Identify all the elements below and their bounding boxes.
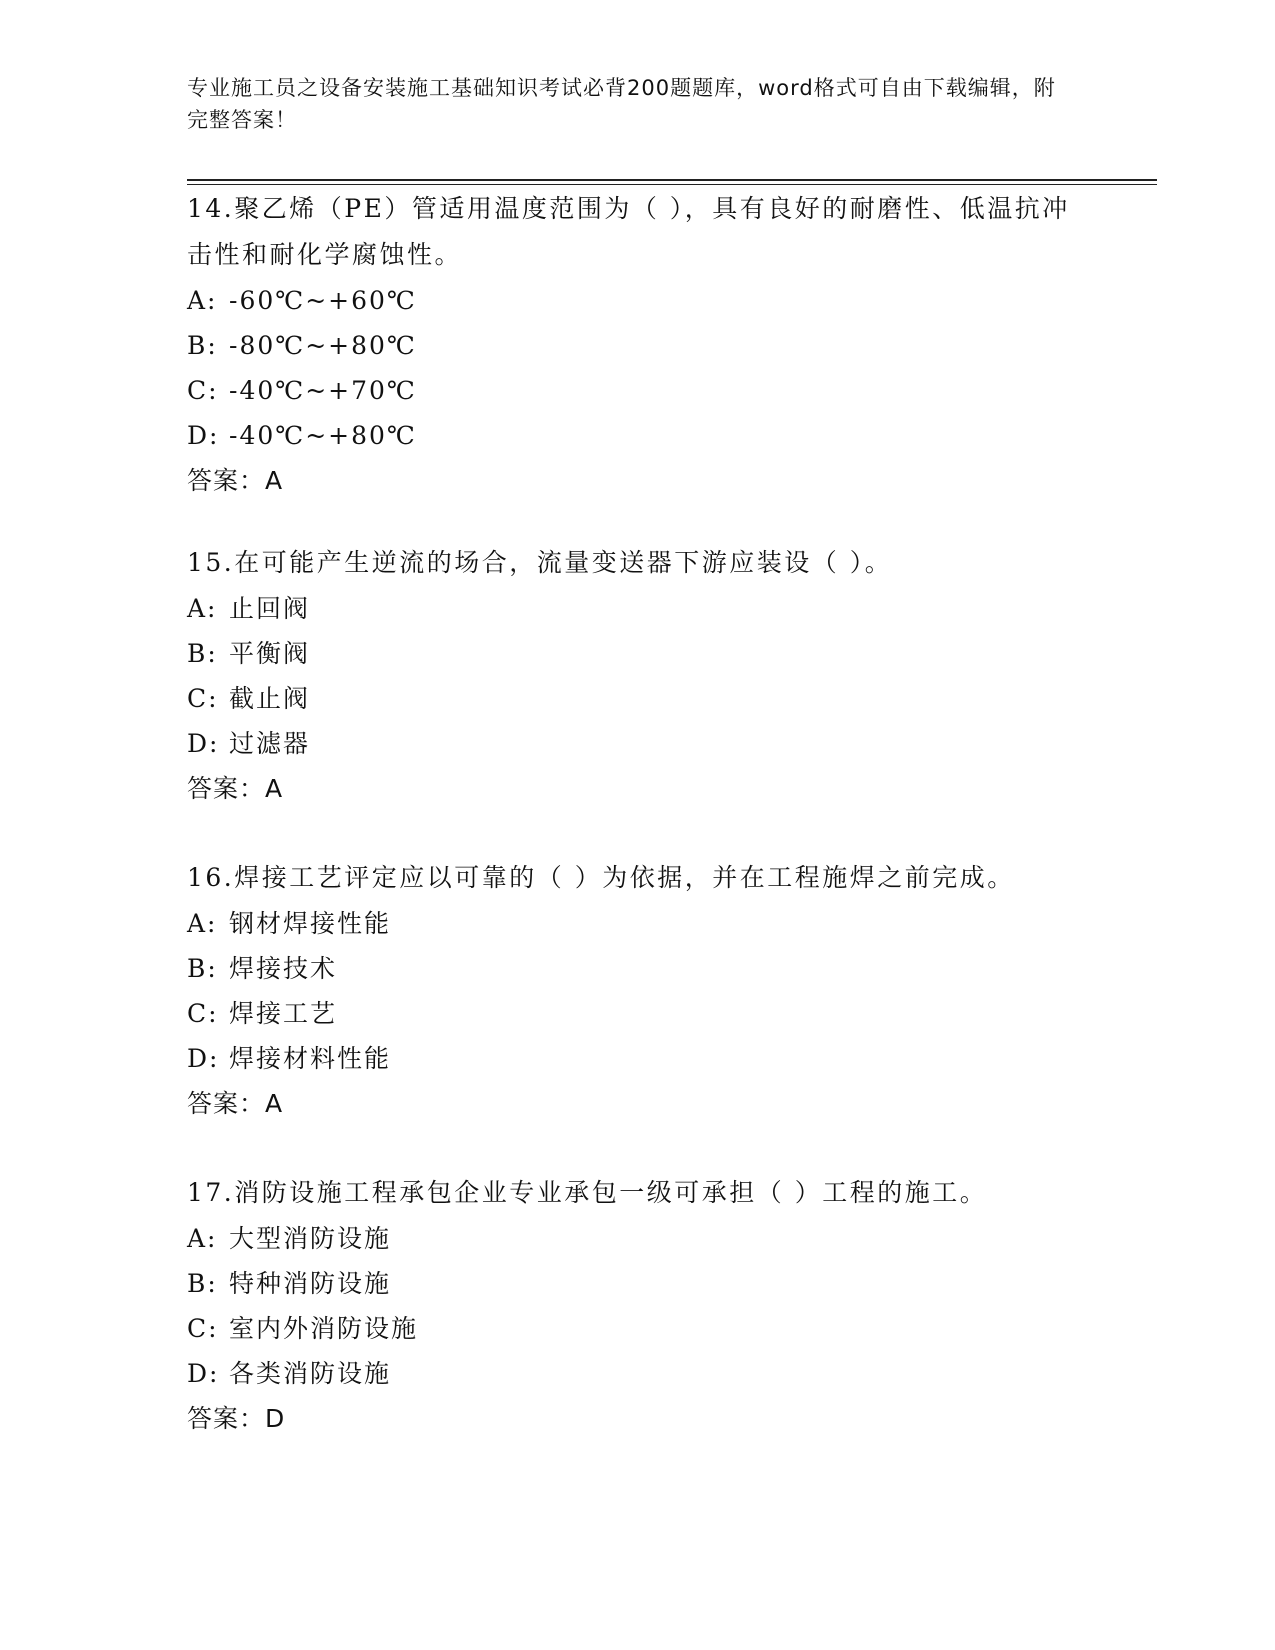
option-letter: B: [187,331,218,360]
option-letter: C: [187,1314,219,1343]
option-text: 钢材焊接性能 [229,909,392,938]
question-15 [187,540,1087,811]
option-letter: D: [187,1359,220,1388]
option-d [187,1351,1087,1396]
option-text: -40℃~+70℃ [229,376,417,405]
option-letter: A: [187,286,218,315]
option-d [187,721,1087,766]
option-a [187,586,1087,631]
option-text: -80℃~+80℃ [229,331,417,360]
option-letter: D: [187,421,220,450]
option-letter: C: [187,999,219,1028]
question-14 [187,186,1087,503]
option-letter: B: [187,1269,218,1298]
option-text: 平衡阀 [229,639,311,668]
option-b [187,323,1087,368]
option-c [187,991,1087,1036]
question-stem: 16.焊接工艺评定应以可靠的（ ）为依据，并在工程施焊之前完成。 [187,863,1015,892]
option-b [187,1261,1087,1306]
option-text: 截止阀 [229,684,311,713]
option-c [187,1306,1087,1351]
option-a [187,278,1087,323]
option-text: 焊接工艺 [229,999,338,1028]
answer-label: 答案：D [187,1404,286,1433]
option-letter: D: [187,729,220,758]
option-d [187,413,1087,458]
option-letter: A: [187,909,218,938]
option-text: 各类消防设施 [229,1359,392,1388]
question-stem: 17.消防设施工程承包企业专业承包一级可承担（ ）工程的施工。 [187,1178,988,1207]
answer-label: 答案：A [187,466,284,495]
option-text: 焊接技术 [229,954,338,983]
option-text: -40℃~+80℃ [229,421,417,450]
option-d [187,1036,1087,1081]
header-divider-thin [187,184,1157,185]
option-a [187,1216,1087,1261]
question-stem: 15.在可能产生逆流的场合，流量变送器下游应装设（ ）。 [187,548,893,577]
option-text: 止回阀 [229,594,311,623]
option-b [187,631,1087,676]
question-stem: 14.聚乙烯（PE）管适用温度范围为（ ），具有良好的耐磨性、低温抗冲击性和耐化学腐蚀性。 [187,194,1070,269]
option-letter: D: [187,1044,220,1073]
option-text: 焊接材料性能 [229,1044,392,1073]
option-letter: C: [187,376,219,405]
option-letter: C: [187,684,219,713]
option-letter: A: [187,594,218,623]
option-letter: A: [187,1224,218,1253]
document-header: 专业施工员之设备安装施工基础知识考试必背200题题库，word格式可自由下载编辑，附完整答案！ [187,76,1056,132]
option-text: 特种消防设施 [229,1269,392,1298]
option-b [187,946,1087,991]
question-16 [187,855,1087,1126]
option-letter: B: [187,639,218,668]
option-c [187,676,1087,721]
option-text: -60℃~+60℃ [229,286,417,315]
answer-label: 答案：A [187,774,284,803]
option-c [187,368,1087,413]
question-17 [187,1170,1087,1441]
option-text: 室内外消防设施 [229,1314,419,1343]
answer-label: 答案：A [187,1089,284,1118]
header-divider-thick [187,179,1157,181]
option-text: 大型消防设施 [229,1224,392,1253]
option-letter: B: [187,954,218,983]
option-text: 过滤器 [229,729,311,758]
option-a [187,901,1087,946]
